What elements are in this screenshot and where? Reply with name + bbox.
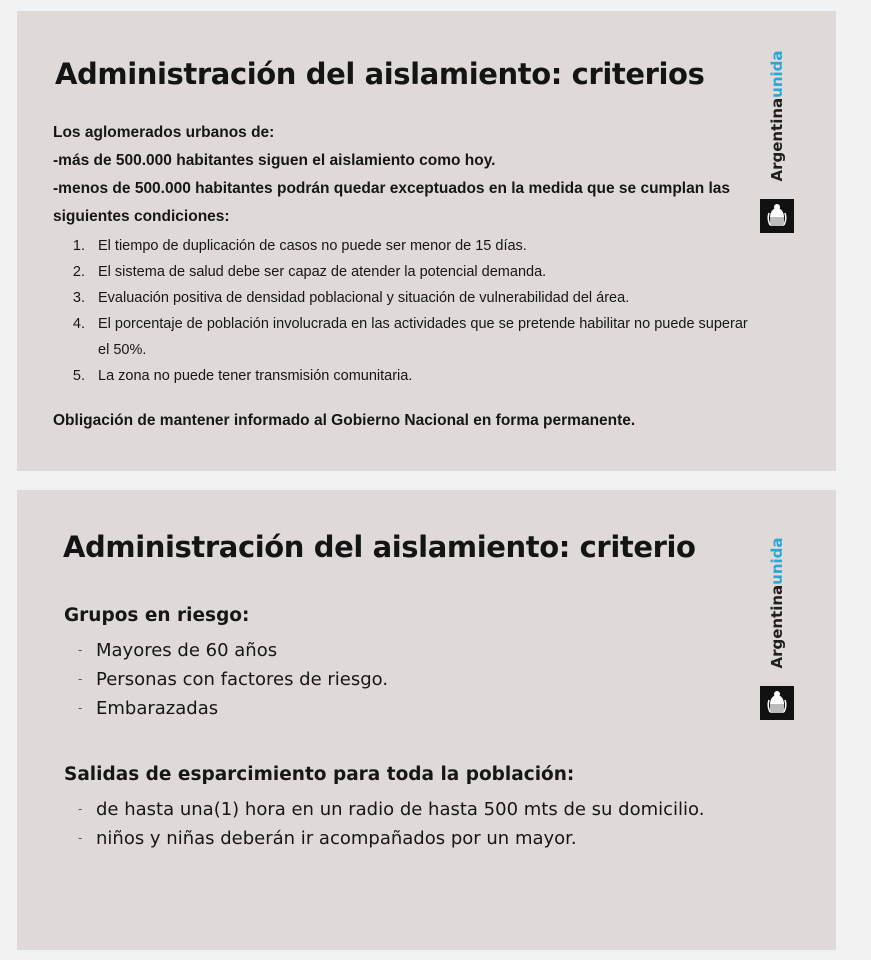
list-item: 5. La zona no puede tener transmisión comunitaria. [72,368,413,384]
coat-of-arms-icon [760,686,794,720]
conditions-list [53,233,753,389]
outings-list [64,795,754,853]
slide-title: Administración del aislamiento: criterio [63,530,696,564]
intro-text: Los aglomerados urbanos de: [53,124,275,141]
condition-large-cities: -más de 500.000 habitantes siguen el aislamiento como hoy. [53,152,496,169]
outings-heading: Salidas de esparcimiento para toda la población: [64,764,575,785]
coat-of-arms-icon [760,199,794,233]
brand-wordmark: Argentinaunida [768,50,786,182]
list-item: - niños y niñas deberán ir acompañados por un mayor. [78,828,577,849]
slide-criterio [17,490,836,950]
brand-wordmark: Argentinaunida [768,537,786,669]
risk-groups-heading: Grupos en riesgo: [64,605,250,626]
condition-small-cities: -menos de 500.000 habitantes podrán quedar exceptuados en la medida que se cumplan las siguientes condiciones: [53,180,731,225]
slide-body [53,119,753,433]
list-item: - Embarazadas [78,698,219,719]
list-item: - Mayores de 60 años [78,640,278,661]
list-item: 2. El sistema de salud debe ser capaz de atender la potencial demanda. [72,264,547,280]
list-item: 3. Evaluación positiva de densidad poblacional y situación de vulnerabilidad del área. [72,290,630,306]
slide-criterios [17,11,836,471]
list-item: 1. El tiempo de duplicación de casos no puede ser menor de 15 días. [72,238,527,254]
slide-body [64,602,754,853]
list-item: - de hasta una(1) hora en un radio de hasta 500 mts de su domicilio. [78,799,705,820]
closing-statement: Obligación de mantener informado al Gobierno Nacional en forma permanente. [53,412,636,429]
list-item: - Personas con factores de riesgo. [78,669,389,690]
slide-title: Administración del aislamiento: criterios [55,57,705,91]
list-item: 4. El porcentaje de población involucrada en las actividades que se pretende habilitar no puede superar el 50%. [72,316,748,358]
risk-groups-list [64,636,754,723]
